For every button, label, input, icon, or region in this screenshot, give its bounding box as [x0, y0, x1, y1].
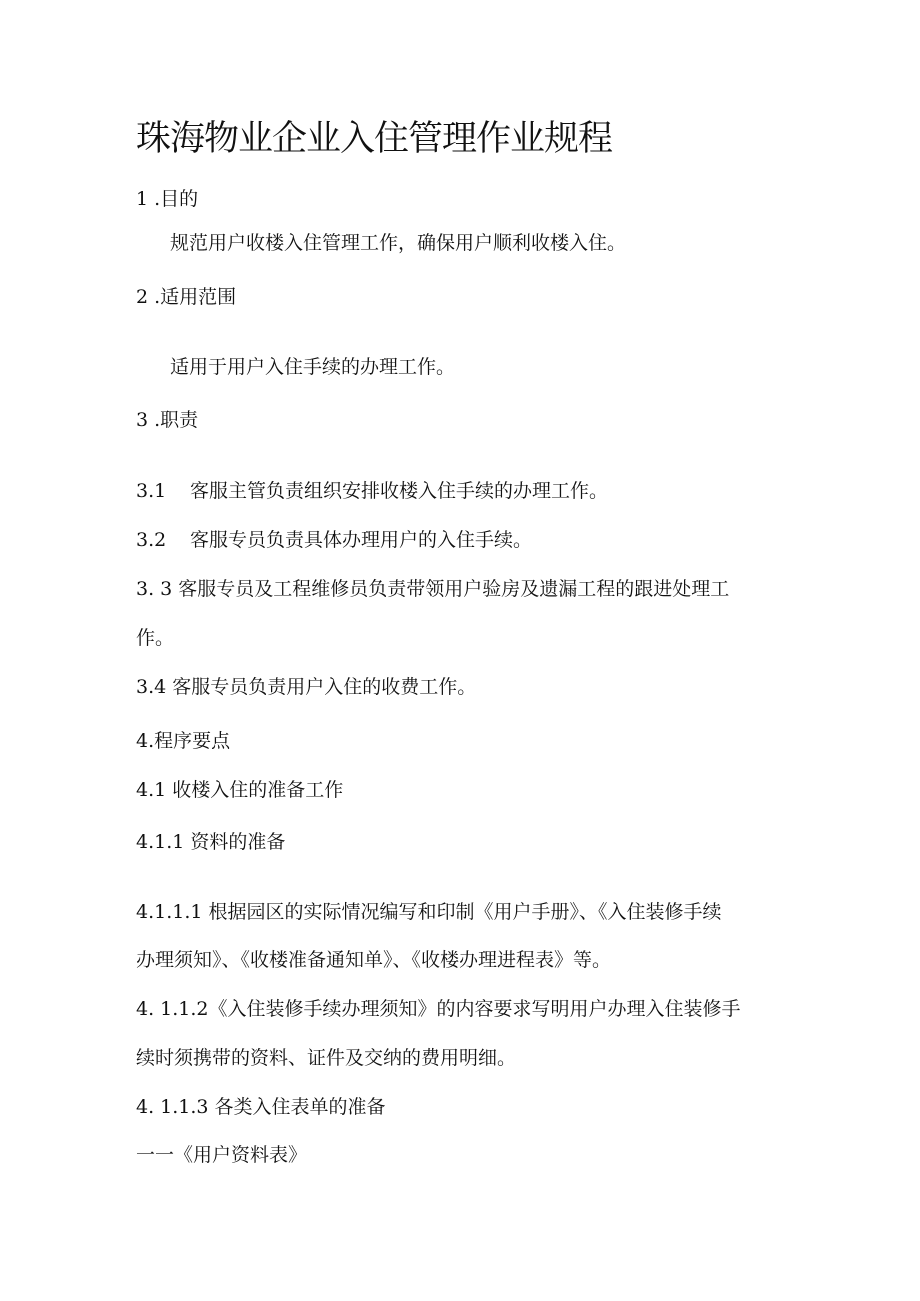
item-3-1-number: 3.1 [136, 480, 167, 502]
document-title: 珠海物业企业入住管理作业规程 [136, 119, 613, 159]
item-3-2-text: 客服专员负责具体办理用户的入住手续。 [190, 529, 533, 551]
item-3-3-line-2: 作。 [136, 627, 175, 649]
item-3-1 [136, 482, 608, 501]
item-4-1-1-1-line-1: 4.1.1.1 根据园区的实际情况编写和印制《用户手册》、《入住装修手续 [136, 901, 722, 923]
item-3-1-text: 客服主管负责组织安排收楼入住手续的办理工作。 [190, 480, 609, 502]
section-1-heading: 1 .目的 [136, 188, 199, 210]
section-4-1-heading: 4.1 收楼入住的准备工作 [136, 779, 344, 801]
paragraph-scope: 适用于用户入住手续的办理工作。 [170, 356, 456, 378]
section-4-1-1-heading: 4.1.1 资料的准备 [136, 831, 286, 853]
form-list-item-user-data: 一一《用户资料表》 [136, 1144, 308, 1166]
item-4-1-1-1-line-2: 办理须知》、《收楼准备通知单》、《收楼办理进程表》等。 [136, 949, 612, 971]
item-4-1-1-2-line-2: 续时须携带的资料、证件及交纳的费用明细。 [136, 1047, 517, 1069]
item-3-2-number: 3.2 [136, 529, 167, 551]
item-4-1-1-3: 4. 1.1.3 各类入住表单的准备 [136, 1096, 386, 1118]
item-3-2 [136, 531, 532, 550]
paragraph-purpose: 规范用户收楼入住管理工作，确保用户顺利收楼入住。 [170, 232, 627, 254]
section-4-heading: 4.程序要点 [136, 730, 231, 752]
item-3-3-line-1: 3. 3 客服专员及工程维修员负责带领用户验房及遗漏工程的跟进处理工 [136, 578, 730, 600]
item-3-4: 3.4 客服专员负责用户入住的收费工作。 [136, 676, 477, 698]
section-3-heading: 3 .职责 [136, 409, 199, 431]
section-2-heading: 2 .适用范围 [136, 286, 237, 308]
item-4-1-1-2-line-1: 4. 1.1.2《入住装修手续办理须知》的内容要求写明用户办理入住装修手 [136, 998, 741, 1020]
